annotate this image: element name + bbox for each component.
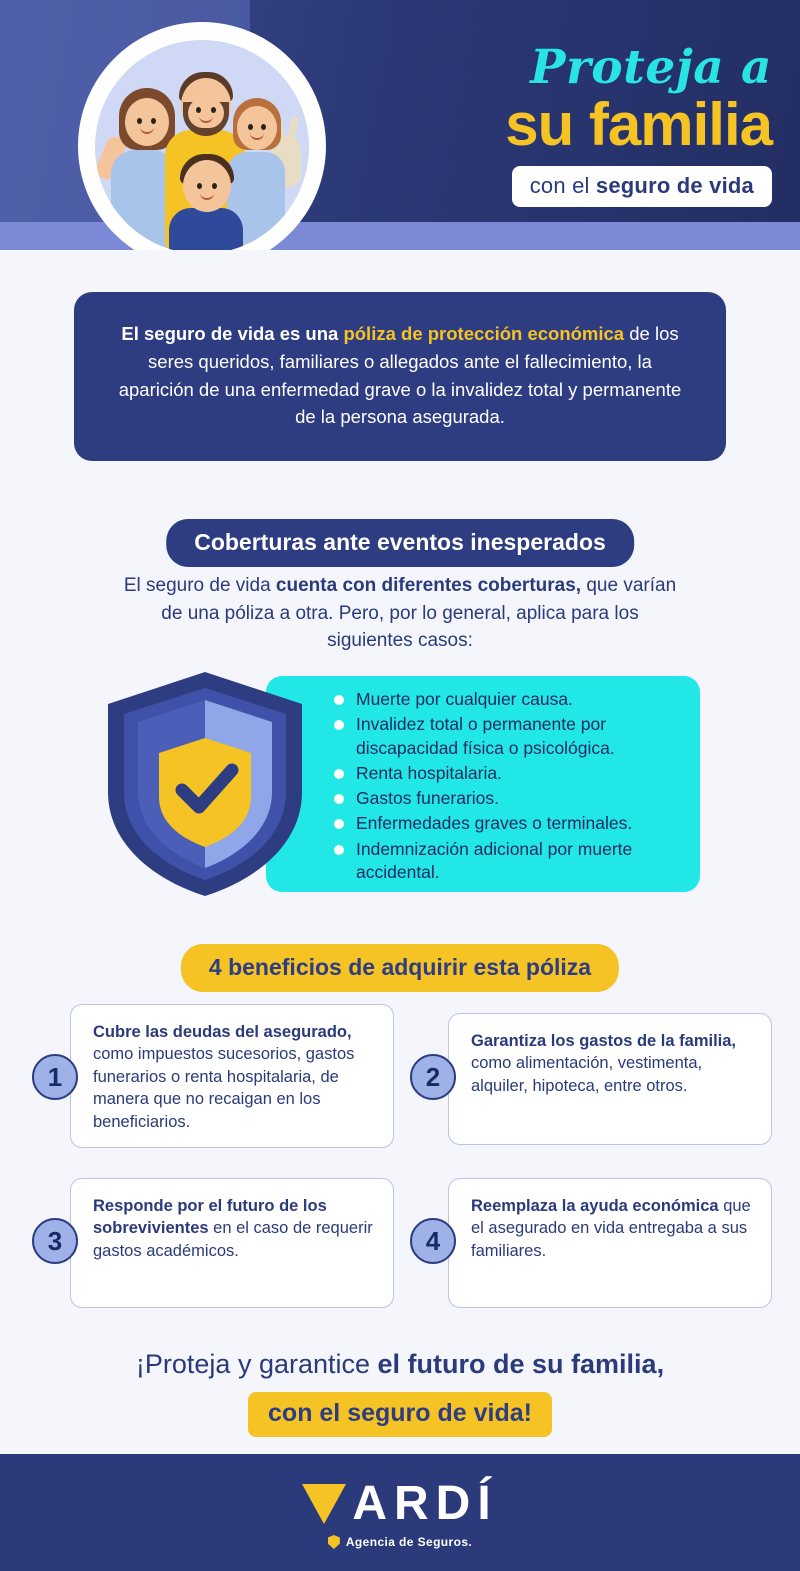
bullet-icon (334, 794, 344, 804)
benefit-card-2-text: como alimentación, vestimenta, alquiler, hipoteca, entre otros. (471, 1054, 703, 1095)
son-smile (200, 193, 214, 200)
headline-group (392, 40, 772, 207)
mother-face (129, 106, 165, 142)
daughter-face (241, 114, 273, 146)
daughter-eye-right (261, 124, 266, 130)
closing-highlight-pill: con el seguro de vida! (248, 1392, 552, 1437)
headline-subtitle-bold: seguro de vida (595, 173, 754, 198)
logo-text: ARDÍ (352, 1477, 498, 1530)
logo-v-icon (302, 1484, 346, 1524)
bullet-icon (334, 695, 344, 705)
bullet-icon (334, 845, 344, 855)
headline-subtitle (512, 166, 772, 207)
shield-small-icon (328, 1535, 340, 1549)
benefit-card-2 (448, 1013, 772, 1145)
benefit-card-3-text: en el caso de requerir gastos académicos. (93, 1219, 373, 1260)
coverage-lead-paragraph (120, 572, 680, 655)
benefit-card-4-text: que el asegurado en vida entregaba a sus familiares. (471, 1197, 751, 1260)
bullet-icon (334, 819, 344, 829)
father-eye-right (211, 107, 216, 113)
benefit-card-1-title: Cubre las deudas del asegurado, (93, 1023, 352, 1041)
coverage-section-title: Coberturas ante eventos inesperados (166, 519, 634, 567)
father-eye-left (196, 107, 201, 113)
benefit-card-1 (70, 1004, 394, 1148)
coverage-lead-part2: que varían de una póliza a otra. Pero, por lo general, aplica para los siguientes casos: (161, 575, 677, 652)
list-item-label: Indemnización adicional por muerte accidental. (356, 838, 633, 882)
mother-smile (140, 127, 154, 134)
coverage-lead-part1: El seguro de vida (123, 575, 276, 596)
benefit-badge-3: 3 (32, 1218, 78, 1264)
footer-bar (0, 1454, 800, 1571)
mother-eye-right (151, 118, 156, 124)
footer-tagline (328, 1535, 472, 1549)
headline-main: su familia (505, 91, 772, 158)
son-face (189, 172, 225, 206)
benefit-card-4-title: Reemplaza la ayuda económica (471, 1197, 719, 1215)
closing-line1-light: ¡Proteja y garantice (135, 1349, 378, 1379)
bullet-icon (334, 720, 344, 730)
headline-subtitle-prefix: con el (529, 173, 596, 198)
closing-line1-bold: el futuro de su familia, (377, 1349, 665, 1379)
list-item-label: Enfermedades graves o terminales. (356, 813, 633, 834)
vardi-logo (302, 1476, 497, 1531)
benefit-badge-2: 2 (410, 1054, 456, 1100)
intro-definition-box (74, 292, 726, 461)
daughter-eye-left (248, 124, 253, 130)
list-item (334, 713, 686, 760)
benefit-card-4 (448, 1178, 772, 1308)
list-item (334, 762, 686, 785)
list-item-label: Muerte por cualquier causa. (356, 689, 573, 709)
intro-highlight: póliza de protección económica (343, 323, 625, 344)
list-item-label: Gastos funerarios. (356, 788, 499, 809)
benefit-card-3 (70, 1178, 394, 1308)
son-eye-left (197, 183, 202, 189)
daughter-smile (250, 133, 264, 140)
list-item-label: Renta hospitalaria. (356, 762, 502, 783)
list-item (334, 812, 686, 835)
headline-script: Proteja a (530, 40, 772, 95)
coverage-lead-bold: cuenta con diferentes coberturas, (275, 575, 582, 596)
benefits-section-title: 4 beneficios de adquirir esta póliza (181, 944, 619, 992)
benefit-card-2-title: Garantiza los gastos de la familia, (471, 1032, 737, 1050)
benefit-card-3-title: Responde por el futuro de los sobrevivientes (93, 1197, 327, 1238)
coverage-items-list (334, 688, 686, 886)
son-body (169, 208, 243, 250)
father-smile (199, 116, 213, 123)
father-face (188, 98, 224, 128)
closing-message (50, 1348, 750, 1437)
list-item-label: Invalidez total o permanente por discapacidad física o psicológica. (356, 714, 615, 758)
benefit-card-1-text: como impuestos sucesorios, gastos funerarios o renta hospitalaria, de manera que no recaigan en los beneficiarios. (93, 1045, 355, 1131)
bullet-icon (334, 769, 344, 779)
list-item (334, 838, 686, 885)
family-illustration (95, 40, 309, 250)
header-banner (0, 0, 800, 250)
intro-text-part1: El seguro de vida es una (121, 323, 344, 344)
benefit-badge-1: 1 (32, 1054, 78, 1100)
list-item (334, 688, 686, 711)
shield-check-icon (96, 666, 314, 902)
list-item (334, 787, 686, 810)
benefit-badge-4: 4 (410, 1218, 456, 1264)
footer-tagline-label: Agencia de Seguros. (345, 1535, 473, 1549)
intro-text-part2: de los seres queridos, familiares o allegados ante el fallecimiento, la aparición de una enfermedad grave o la invalidez total y permanente de la persona asegurada. (118, 323, 682, 428)
son-eye-right (212, 183, 217, 189)
mother-eye-left (137, 118, 142, 124)
